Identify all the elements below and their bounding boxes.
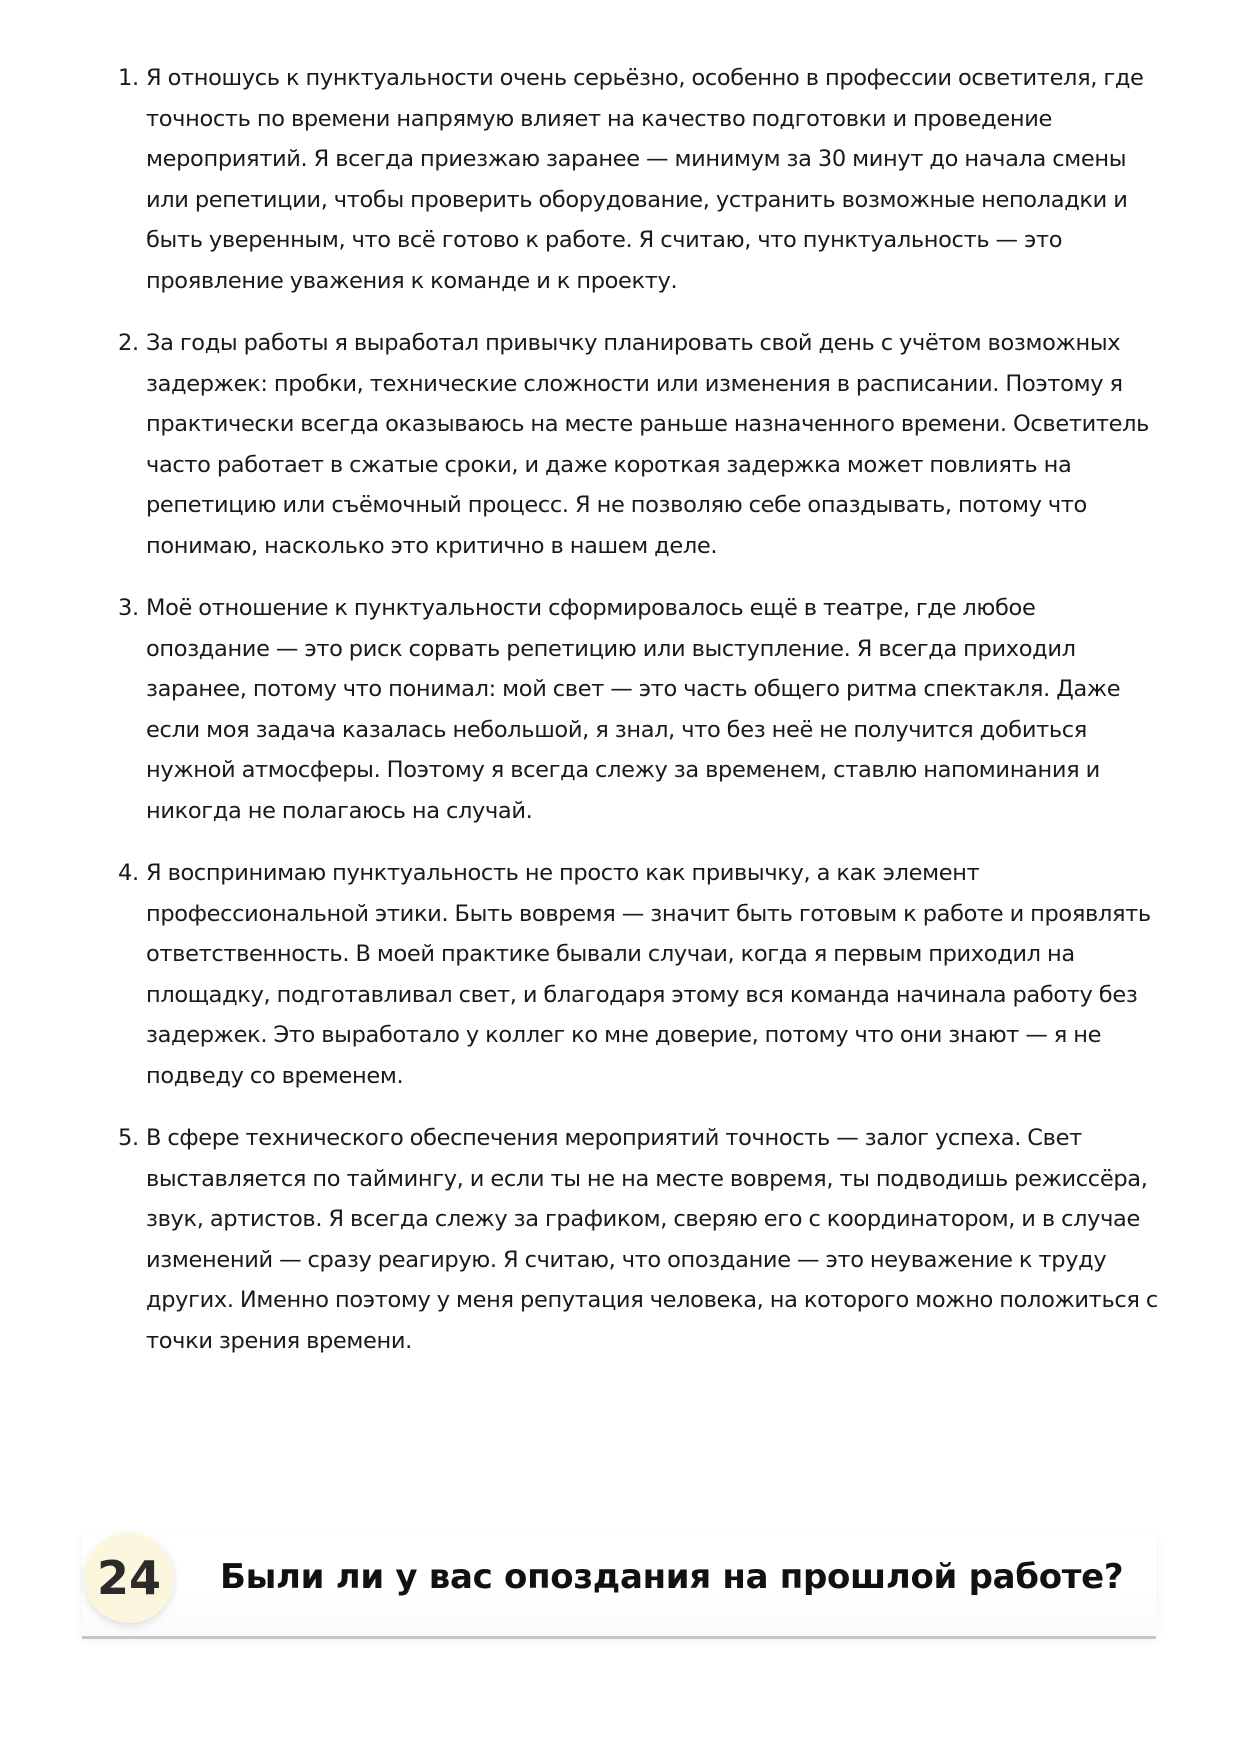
answer-text: Я отношусь к пунктуальности очень серьёзно, особенно в профессии осветителя, где точность по времени напрямую влияет на качество подготовки и проведение мероприятий. Я всегда приезжаю заранее — минимум за 30 минут до начала смены или репетиции, чтобы проверить оборудование, устранить возможные неполадки и быть уверенным, что всё готово к работе. Я считаю, что пунктуальность — это проявление уважения к команде и к проекту.	[146, 65, 1144, 294]
answer-item-4	[110, 853, 1160, 1096]
answer-item-1	[110, 58, 1160, 301]
answer-number: 3.	[118, 595, 139, 621]
answer-item-3	[110, 588, 1160, 831]
answer-text: За годы работы я выработал привычку планировать свой день с учётом возможных задержек: пробки, технические сложности или изменения в расписании. Поэтому я практически всегда оказываюсь на месте раньше назначенного времени. Осветитель часто работает в сжатые сроки, и даже короткая задержка может повлиять на репетицию или съёмочный процесс. Я не позволяю себе опаздывать, потому что понимаю, насколько это критично в нашем деле.	[146, 330, 1150, 559]
answer-list	[110, 58, 1160, 1383]
question-number-badge: 24	[84, 1533, 174, 1623]
answer-item-2	[110, 323, 1160, 566]
answer-number: 2.	[118, 330, 139, 356]
answer-text: Я воспринимаю пунктуальность не просто как привычку, а как элемент профессиональной этики. Быть вовремя — значит быть готовым к работе и проявлять ответственность. В моей практике бывали случаи, когда я первым приходил на площадку, подготавливал свет, и благодаря этому вся команда начинала работу без задержек. Это выработало у коллег ко мне доверие, потому что они знают — я не подведу со временем.	[146, 860, 1151, 1089]
question-title: Были ли у вас опоздания на прошлой работе?	[220, 1557, 1124, 1597]
answer-number: 5.	[118, 1125, 139, 1151]
answer-text: Моё отношение к пунктуальности сформировалось ещё в театре, где любое опоздание — это риск сорвать репетицию или выступление. Я всегда приходил заранее, потому что понимал: мой свет — это часть общего ритма спектакля. Даже если моя задача казалась небольшой, я знал, что без неё не получится добиться нужной атмосферы. Поэтому я всегда слежу за временем, ставлю напоминания и никогда не полагаюсь на случай.	[146, 595, 1121, 824]
answer-item-5	[110, 1118, 1160, 1361]
answer-number: 1.	[118, 65, 139, 91]
answer-number: 4.	[118, 860, 139, 886]
answer-text: В сфере технического обеспечения мероприятий точность — залог успеха. Свет выставляется по таймингу, и если ты не на месте вовремя, ты подводишь режиссёра, звук, артистов. Я всегда слежу за графиком, сверяю его с координатором, и в случае изменений — сразу реагирую. Я считаю, что опоздание — это неуважение к труду других. Именно поэтому у меня репутация человека, на которого можно положиться с точки зрения времени.	[146, 1125, 1158, 1354]
question-header	[82, 1532, 1156, 1639]
